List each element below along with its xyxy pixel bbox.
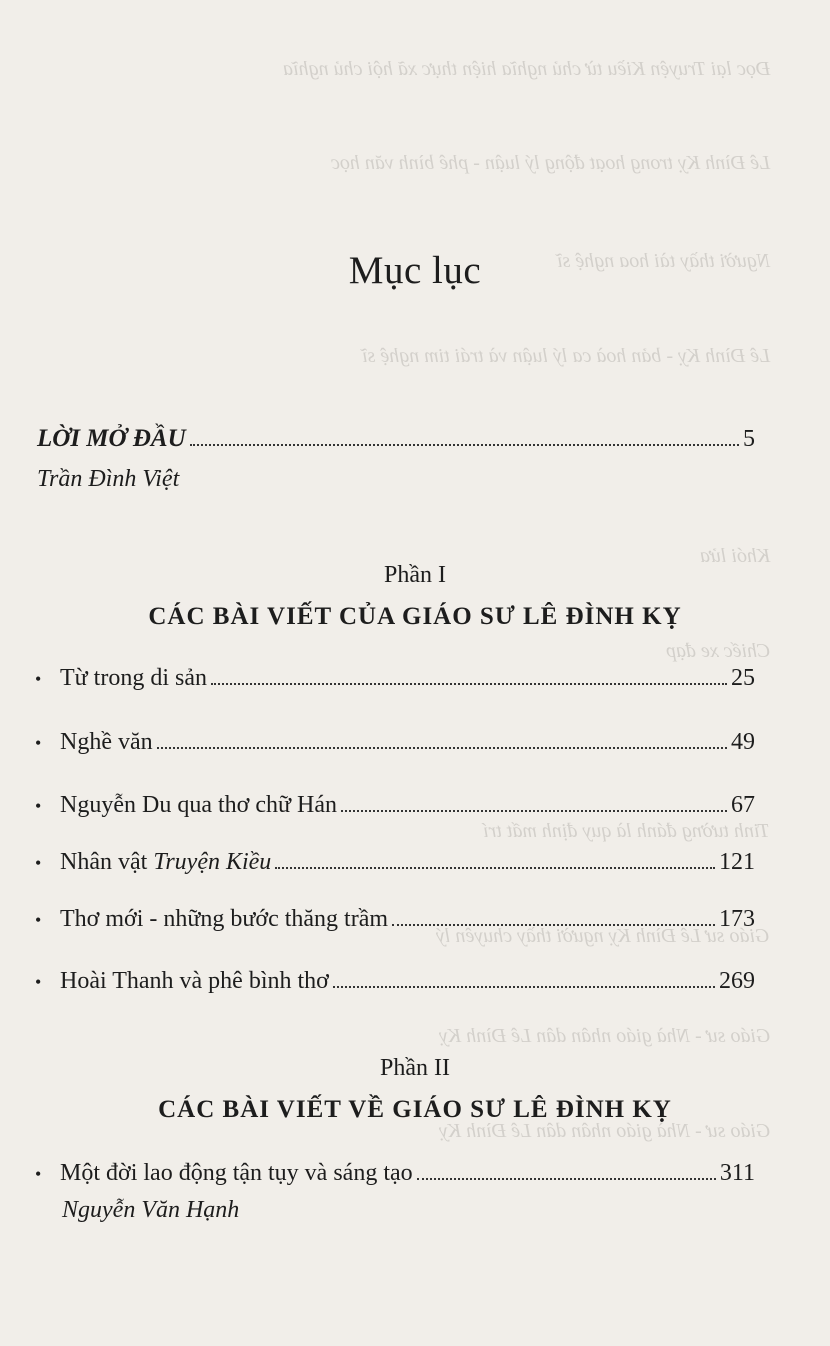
dot-leader [157, 746, 727, 749]
toc-entry-title: Thơ mới - những bước thăng trầm [60, 906, 389, 932]
toc-entry-page: 5 [743, 426, 755, 452]
toc-entry-author: Nguyễn Văn Hạnh [62, 1197, 240, 1223]
dot-leader [333, 985, 715, 988]
toc-entry-title: LỜI MỞ ĐẦU [37, 425, 186, 452]
toc-entry-page: 67 [731, 792, 755, 818]
toc-entry-page: 25 [731, 665, 755, 691]
toc-entry-page: 173 [719, 906, 755, 932]
bullet: • [35, 853, 42, 873]
bullet: • [35, 1164, 42, 1184]
toc-entry-page: 49 [731, 729, 755, 755]
dot-leader [341, 809, 727, 812]
bleed-through-text: Giáo sư Lê Đình Kỵ người thầy chuyên lý [436, 925, 770, 947]
dot-leader [392, 923, 715, 926]
part-title: CÁC BÀI VIẾT CỦA GIÁO SƯ LÊ ĐÌNH KỴ [148, 603, 682, 630]
bullet: • [35, 910, 42, 930]
toc-entry[interactable] [35, 1158, 755, 1189]
part-label: Phần II [380, 1055, 450, 1081]
toc-entry[interactable] [35, 966, 755, 997]
toc-entry-intro[interactable] [37, 424, 755, 454]
bleed-through-text: Chiếc xe đạp [665, 640, 770, 662]
part-title: CÁC BÀI VIẾT VỀ GIÁO SƯ LÊ ĐÌNH KỴ [158, 1096, 672, 1123]
toc-entry-title: Hoài Thanh và phê bình thơ [60, 968, 329, 994]
toc-entry-title [60, 847, 271, 877]
toc-entry[interactable] [35, 847, 755, 878]
bleed-through-text: Đọc lại Truyện Kiều từ chủ nghĩa hiện thực xã hội chủ nghĩa [282, 58, 770, 80]
toc-entry-page: 269 [719, 968, 755, 994]
toc-entry-page: 121 [719, 849, 755, 875]
toc-entry[interactable] [35, 663, 755, 694]
bullet: • [35, 669, 42, 689]
dot-leader [417, 1177, 716, 1180]
toc-entry-title-italic: Truyện Kiều [153, 849, 272, 875]
toc-entry-title: Một đời lao động tận tụy và sáng tạo [60, 1160, 413, 1186]
bleed-through-text: Người thầy tài hoa nghệ sĩ [556, 250, 770, 272]
bullet: • [35, 796, 42, 816]
bleed-through-text: Lê Đình Kỵ trong hoạt động lý luận - phê bình văn học [330, 152, 770, 174]
bleed-through-text: Khói lửa [699, 545, 770, 567]
toc-entry[interactable] [35, 904, 755, 935]
dot-leader [211, 682, 727, 685]
bleed-through-text: Giáo sư - Nhà giáo nhân dân Lê Đình Kỵ [438, 1025, 770, 1047]
toc-entry-title: Nghề văn [60, 729, 153, 755]
bleed-through-text: Lê Đình Kỵ - bản hoà ca lý luận và trái tim nghệ sĩ [361, 345, 770, 367]
toc-entry[interactable] [35, 727, 755, 758]
page-title: Mục lục [348, 249, 482, 292]
toc-entry-page: 311 [719, 1160, 755, 1186]
toc-entry[interactable] [35, 790, 755, 821]
bleed-through-text: Tinh tường đánh là quy định mất trí [483, 820, 770, 842]
bleed-through-text: Giáo sư - Nhà giáo nhân dân Lê Đình Kỵ [438, 1120, 770, 1142]
toc-entry-title: Nguyễn Du qua thơ chữ Hán [60, 792, 337, 818]
part-label: Phần I [384, 562, 446, 588]
toc-entry-title: Từ trong di sản [60, 665, 207, 691]
dot-leader [190, 443, 739, 446]
toc-entry-title-prefix: Nhân vật [60, 849, 154, 875]
toc-entry-author: Trần Đình Việt [37, 466, 180, 492]
bullet: • [35, 733, 42, 753]
bullet: • [35, 972, 42, 992]
dot-leader [275, 866, 715, 869]
